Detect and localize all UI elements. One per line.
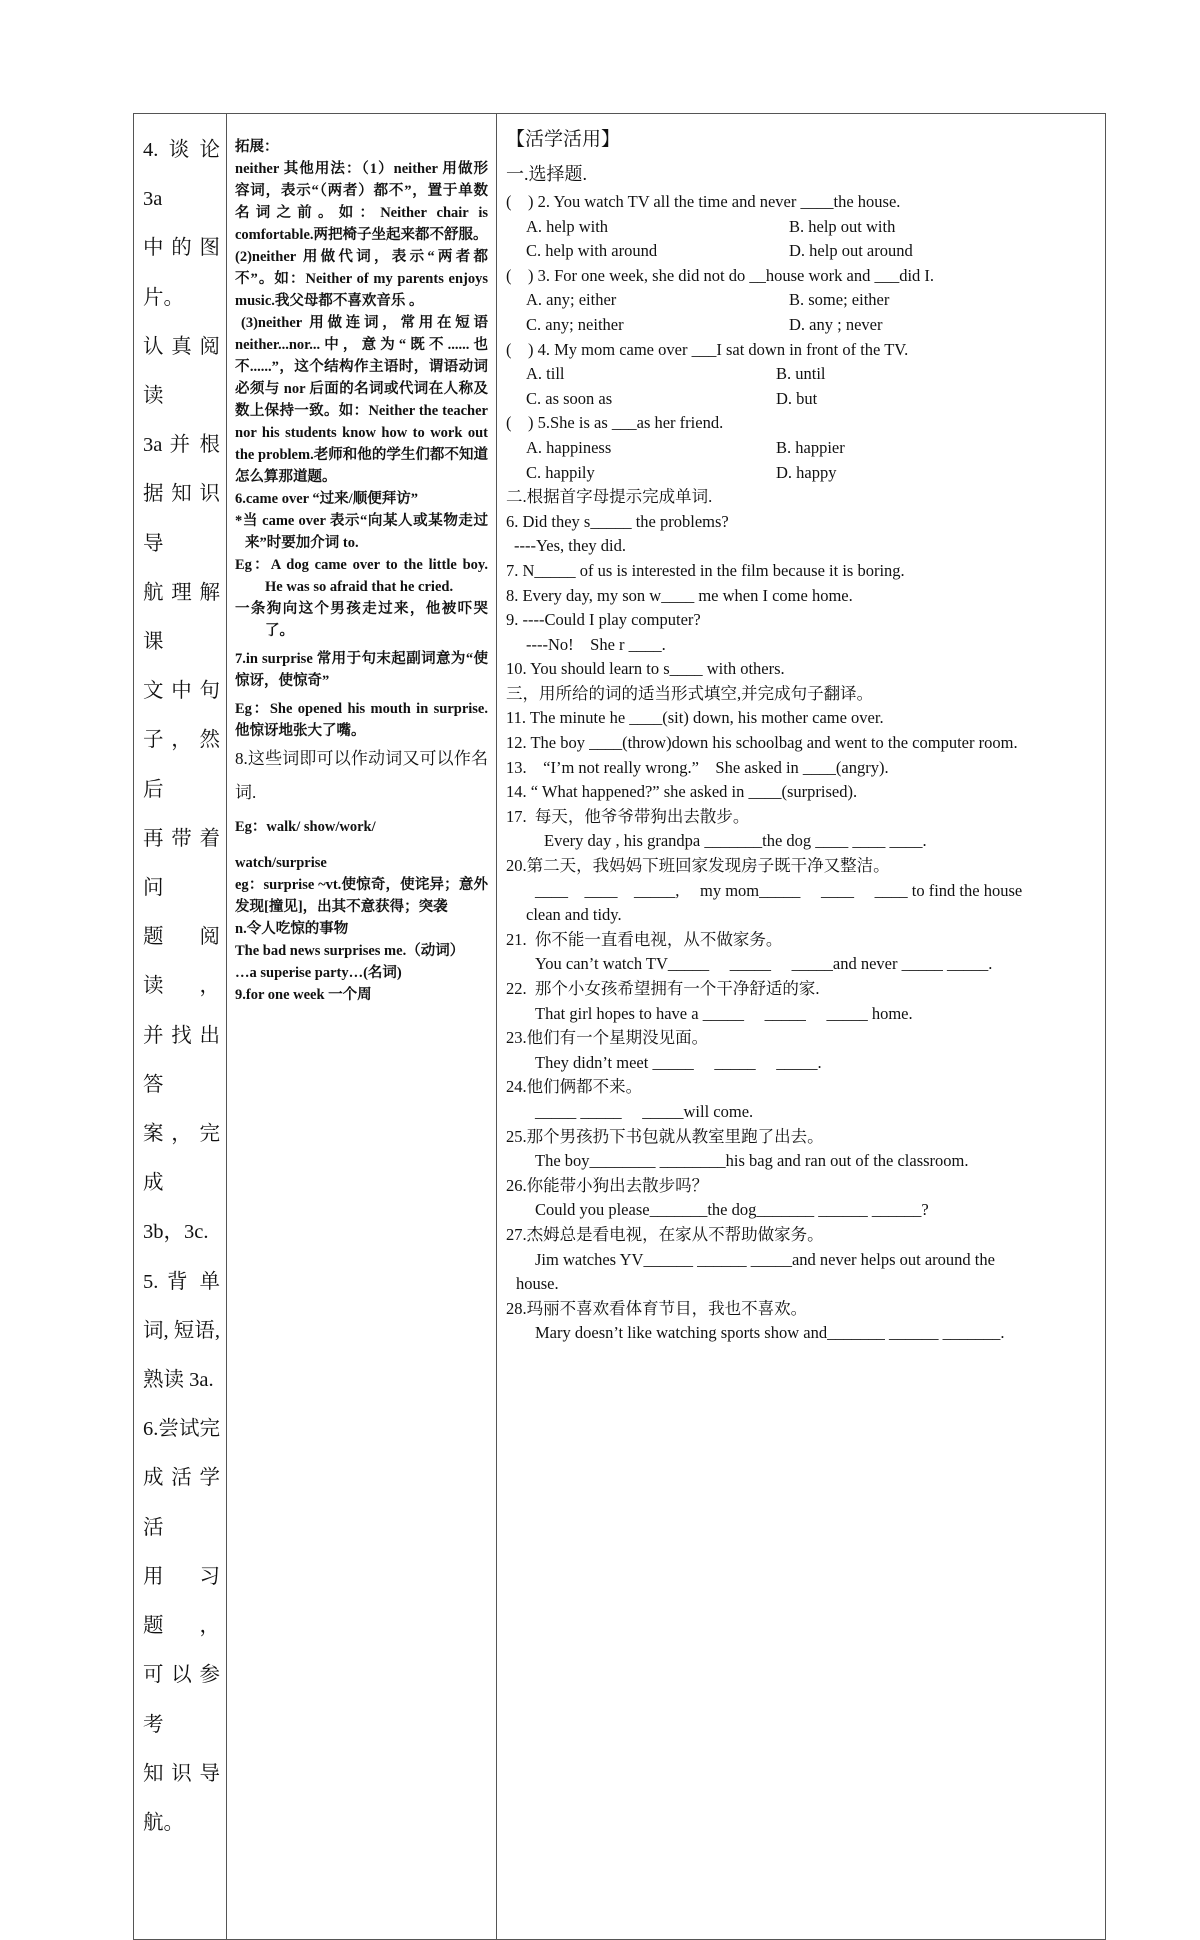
question-3-options-ab (506, 288, 1097, 313)
question-3-options-cd (506, 313, 1097, 338)
knowledge-notes (227, 114, 496, 1006)
option: C. happily (526, 462, 595, 482)
question-21-blank: You can’t watch TV_____ _____ _____and never _____ _____. (535, 954, 993, 974)
question-25-blank: The boy________ ________his bag and ran out of the classroom. (535, 1151, 969, 1171)
section-multiple-choice: 一.选择题. (506, 164, 587, 184)
note-verb-noun-example: Eg：walk/ show/work/ (235, 819, 376, 835)
question-20: 20.第二天，我妈妈下班回家发现房子既干净又整洁。 (506, 856, 890, 876)
question-5: ( ) 5.She is as ___as her friend. (506, 413, 724, 433)
section-fill-translate: 三，用所给的词的适当形式填空,并完成句子翻译。 (506, 683, 874, 703)
question-17-blank: Every day , his grandpa _______the dog ____ ____ ____. (544, 831, 927, 851)
step-line: 中 的 图 (143, 237, 220, 260)
notes-cell (227, 114, 497, 1940)
note-came-over-translation: 一条狗向这个男孩走过来，他被吓哭了。 (235, 601, 488, 639)
step-line: 词, 短语, (143, 1319, 220, 1342)
question-23: 23.他们有一个星期没见面。 (506, 1028, 709, 1048)
note-surprise-verb-example: The bad news surprises me.（动词） (235, 943, 465, 959)
step-line: 据知识导 (143, 483, 220, 555)
question-27: 27.杰姆总是看电视，在家从不帮助做家务。 (506, 1224, 824, 1244)
question-25: 25.那个男孩扔下书包就从教室里跑了出去。 (506, 1126, 824, 1146)
note-surprise-verb: eg：surprise ~vt.使惊奇，使诧异；意外发现[撞见]，出其不意获得；突袭 (235, 877, 488, 915)
notes-heading: 拓展： (235, 139, 279, 155)
question-7: 7. N_____ of us is interested in the film because it is boring. (506, 560, 905, 580)
note-surprise-noun: n.令人吃惊的事物 (235, 921, 349, 937)
question-4-options-cd (506, 387, 1097, 412)
question-2-options-ab (506, 215, 1097, 240)
question-2-options-cd (506, 239, 1097, 264)
question-21: 21. 你不能一直看电视，从不做家务。 (506, 929, 783, 949)
step-line: 3a 并 根 (143, 434, 220, 457)
step-line: 知 识 导 (143, 1762, 220, 1785)
option: B. help out with (789, 216, 896, 236)
question-5-options-cd (506, 461, 1097, 486)
question-28-blank: Mary doesn’t like watching sports show and_______ ______ _______. (535, 1323, 1005, 1343)
practice-section (497, 114, 1105, 1346)
step-line: 认真阅读 (143, 335, 220, 408)
question-24-blank: _____ _____ _____will come. (535, 1101, 754, 1121)
section-first-letter: 二.根据首字母提示完成单词. (506, 487, 713, 507)
step-line: 3b，3c. (143, 1221, 209, 1244)
note-in-surprise-title: 7.in surprise 常用于句末起副词意为“使惊讶，使惊奇” (235, 651, 488, 689)
option: A. till (526, 364, 565, 384)
step-line: 再带着问 (143, 827, 220, 900)
option: C. any; neither (526, 314, 624, 334)
question-9-answer: ----No! She r ____. (526, 634, 666, 654)
question-27-blank: Jim watches YV______ ______ _____and never helps out around the (535, 1249, 995, 1269)
question-4-options-ab (506, 362, 1097, 387)
option: D. any ; never (789, 314, 883, 334)
note-verb-noun-example-cont: watch/surprise (235, 855, 327, 871)
step-line: 题阅读， (143, 926, 220, 998)
question-26: 26.你能带小狗出去散步吗？ (506, 1175, 709, 1195)
question-3: ( ) 3. For one week, she did not do __house work and ___did I. (506, 265, 935, 285)
step-line: 6.尝试完 (143, 1418, 220, 1441)
note-in-surprise-example: Eg：She opened his mouth in surprise. 他惊讶地张大了嘴。 (235, 701, 488, 739)
question-14: 14. “ What happened?” she asked in ____(surprised). (506, 782, 858, 802)
step-line: 案，完成 (143, 1123, 220, 1195)
question-5-options-ab (506, 436, 1097, 461)
step-line: 并找出答 (143, 1024, 220, 1096)
step-line: 航理解课 (143, 581, 220, 654)
note-came-over-title: 6.came over “过来/顺便拜访” (235, 491, 418, 507)
question-24: 24.他们俩都不来。 (506, 1077, 643, 1097)
option: B. until (776, 364, 826, 384)
note-came-over-rule: *当 came over 表示“向某人或某物走过来”时要加介词 to. (235, 513, 488, 551)
note-for-one-week: 9.for one week 一个周 (235, 987, 372, 1003)
note-neither-conjunction: (3)neither 用做连词，常用在短语 neither...nor...中，意为“既不......也不......”，这个结构作主语时，谓语动词必须与 nor 后面的名词或代词在人称及数上保持一致。如：Neither the teacher nor his students know how to work out the problem.老师和他的学生们都不知道怎么算那道题。 (235, 315, 488, 485)
step-line: 4.谈论 3a (143, 139, 220, 211)
step-line: 用习题， (143, 1565, 220, 1638)
option: D. help out around (789, 241, 913, 261)
question-2: ( ) 2. You watch TV all the time and never ____the house. (506, 192, 901, 211)
question-10: 10. You should learn to s____ with others. (506, 659, 785, 679)
option: B. happier (776, 437, 845, 457)
question-20-blank-cont: clean and tidy. (526, 905, 622, 925)
study-steps (134, 114, 226, 1848)
note-neither-adjective: neither 其他用法：（1）neither 用做形容词，表示“（两者）都不”，置于单数名词之前。如：Neither chair is comfortable.两把椅子坐起来都不舒服。 (235, 161, 488, 243)
question-11: 11. The minute he ____(sit) down, his mother came over. (506, 708, 884, 728)
question-12: 12. The boy ____(throw)down his schoolbag and went to the computer room. (506, 733, 1018, 753)
step-line: 子，然后 (143, 729, 220, 801)
question-22: 22. 那个小女孩希望拥有一个干净舒适的家. (506, 979, 820, 998)
option: D. but (776, 388, 818, 408)
steps-cell (134, 114, 227, 1940)
option: A. help with (526, 216, 609, 236)
question-17: 17. 每天，他爷爷带狗出去散步。 (506, 806, 750, 826)
question-8: 8. Every day, my son w____ me when I come home. (506, 585, 853, 605)
note-surprise-noun-example: …a superise party…(名词) (235, 965, 402, 981)
step-line: 文 中 句 (143, 680, 220, 703)
option: C. as soon as (526, 388, 613, 408)
step-line: 航。 (143, 1811, 184, 1834)
question-27-blank-cont: house. (516, 1274, 559, 1294)
note-verb-noun-title: 8.这些词即可以作动词又可以作名词. (235, 749, 488, 802)
option: C. help with around (526, 241, 658, 261)
step-line: 片。 (143, 286, 184, 309)
question-22-blank: That girl hopes to have a _____ _____ _____ home. (535, 1003, 913, 1023)
step-line: 可以参考 (143, 1664, 220, 1736)
question-13: 13. “I’m not really wrong.” She asked in ____(angry). (506, 757, 889, 777)
practice-cell (497, 114, 1106, 1940)
question-26-blank: Could you please_______the dog_______ ______ ______? (535, 1200, 929, 1220)
option: B. some; either (789, 290, 890, 310)
question-9: 9. ----Could I play computer? (506, 610, 701, 630)
note-came-over-example: Eg：A dog came over to the little boy. He was so afraid that he cried. (235, 557, 488, 595)
question-4: ( ) 4. My mom came over ___I sat down in front of the TV. (506, 339, 909, 359)
option: A. happiness (526, 437, 612, 457)
question-6-answer: ----Yes, they did. (514, 536, 626, 556)
question-6: 6. Did they s_____ the problems? (506, 511, 729, 531)
question-20-blank: ____ ____ _____, my mom_____ ____ ____ to find the house (535, 880, 1023, 900)
note-neither-pronoun: (2)neither 用做代词，表示“两者都不”。如：Neither of my parents enjoys music.我父母都不喜欢音乐 。 (235, 249, 488, 309)
step-line: 成活学活 (143, 1467, 220, 1539)
option: D. happy (776, 462, 837, 482)
worksheet-table (133, 113, 1106, 1940)
practice-title: 【活学活用】 (506, 129, 621, 150)
question-23-blank: They didn’t meet _____ _____ _____. (535, 1052, 822, 1072)
option: A. any; either (526, 290, 617, 310)
question-28: 28.玛丽不喜欢看体育节目，我也不喜欢。 (506, 1298, 808, 1318)
step-line: 熟读 3a. (143, 1369, 214, 1392)
step-line: 5. 背 单 (143, 1270, 220, 1293)
